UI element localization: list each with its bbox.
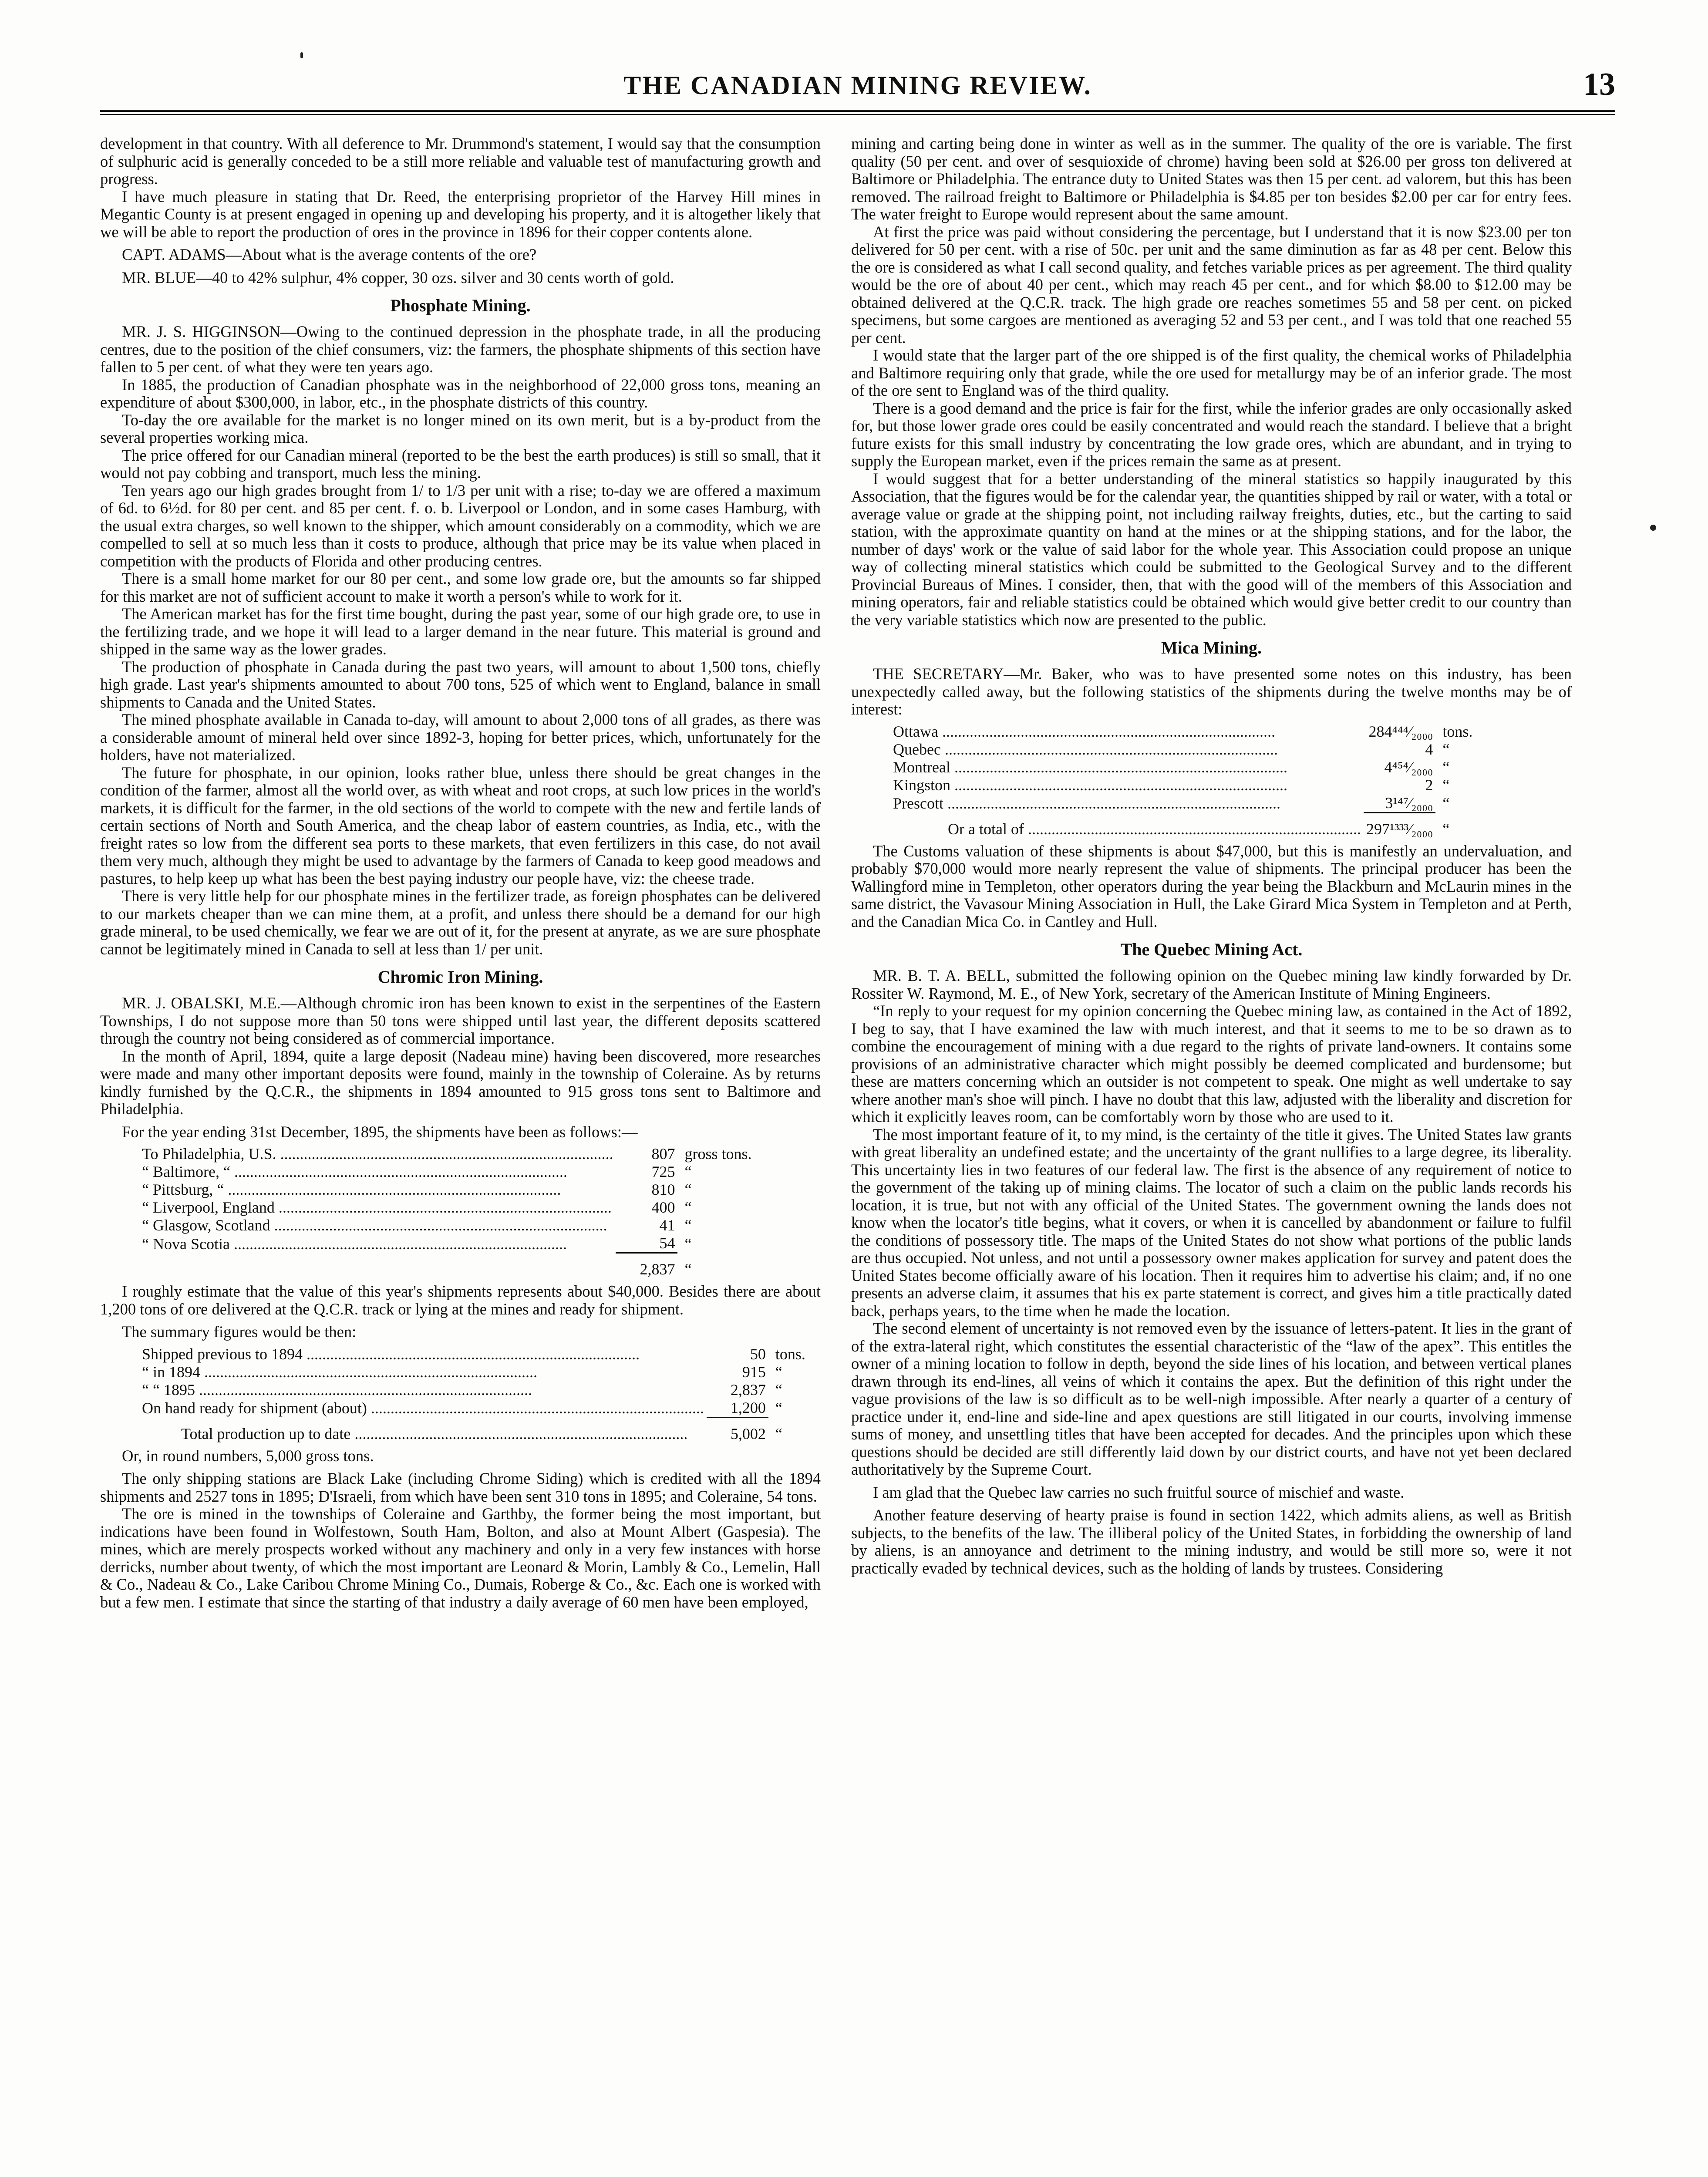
paragraph: The mined phosphate available in Canada to-day, will amount to about 2,000 tons of all grades, as there was a considerable amount of mineral held over since 1892-3, hoping for better prices, which, unfortunately for the holders, have not materialized.	[100, 711, 821, 764]
table-cell-place: To Philadelphia, U.S. .....	[139, 1145, 616, 1163]
paragraph: There is a small home market for our 80 per cent., and some low grade ore, but the amounts so far shipped for this market are not of sufficient account to make it worth a person's while to work for it.	[100, 570, 821, 605]
journal-title: THE CANADIAN MINING REVIEW.	[623, 71, 1092, 100]
paragraph: The summary figures would be then:	[122, 1323, 357, 1341]
paragraph: There is a good demand and the price is fair for the first, while the inferior grades are only occasionally asked for, but those lower grade ores could be easily concentrated and would reach the standard. I believe that a bright future exists for this small industry by concentrating the low grade ores, which are abundant, and in trying to supply the European market, even if the prices remain the same as at present.	[851, 399, 1572, 470]
table-cell-place: “ Nova Scotia .....	[139, 1234, 616, 1253]
paragraph: The second element of uncertainty is not removed even by the issuance of letters-patent. It lies in the grant of of the extra-lateral right, which constitutes the essential characteristic of the “law of the apex”. This entitles the owner of a mining location to follow in depth, beyond the side lines of his location, and between vertical planes drawn through its end-lines, all veins of which it contains the apex. But the definition of this right under the vague provisions of the law is so difficult as to be well-nigh impossible. After nearly a quarter of a century of practice under it, end-line and side-line and apex questions are still litigated in our courts, involving immense sums of money, and unsettling titles that have been accepted for decades. And the principles upon which these questions should be decided are still differently laid down by our district courts, and have not yet been declared authoritatively by the Supreme Court.	[851, 1319, 1572, 1478]
table-cell-value: 3¹⁴⁷⁄₂₀₀₀	[1385, 794, 1433, 812]
table-row	[139, 1199, 755, 1217]
table-cell-label: Shipped previous to 1894 .....	[139, 1345, 707, 1363]
right-column	[851, 135, 1572, 2177]
summary-table	[139, 1345, 808, 1443]
table-cell-label: On hand ready for shipment (about) .....	[139, 1399, 707, 1418]
table-cell-place: Ottawa .....	[890, 723, 1364, 741]
paragraph: The American market has for the first time bought, during the past year, some of our high grade ore, to use in the fertilizing trade, and we hope it will lead to a larger demand in the near future. This material is ground and shipped in the same way as the lower grades.	[100, 605, 821, 658]
table-cell-total: 5,002	[707, 1417, 768, 1443]
left-column	[100, 135, 821, 2177]
table-row	[890, 794, 1475, 813]
header-rule-thin	[100, 114, 1615, 115]
table-cell-unit: “	[684, 1260, 692, 1278]
table-cell-unit: tons.	[775, 1345, 805, 1363]
table-cell-value: 54	[659, 1234, 675, 1252]
table-cell-unit: “	[684, 1217, 692, 1234]
paragraph: MR. J. OBALSKI, M.E.—Although chromic iron has been known to exist in the serpentines of the Eastern Townships, I do not suppose more than 50 tons were shipped until last year, the different deposits scattered through the country not being considered as of commercial importance.	[100, 994, 821, 1047]
table-cell-label: “ “ 1895 .....	[139, 1381, 707, 1399]
mica-shipments-table	[890, 723, 1475, 838]
table-cell-unit: “	[1442, 758, 1450, 776]
paragraph: In 1885, the production of Canadian phosphate was in the neighborhood of 22,000 gross tons, meaning an expenditure of about $300,000, in labor, etc., in the phosphate districts of this country.	[100, 375, 821, 411]
table-cell-value: 50	[750, 1345, 766, 1363]
paragraph: I would state that the larger part of the ore shipped is of the first quality, the chemical works of Philadelphia and Baltimore requiring only that grade, while the ore used for metallurgy may be of an inferior grade. The most of the ore sent to England was of the third quality.	[851, 346, 1572, 399]
table-cell-total: 297¹³³³⁄₂₀₀₀	[1364, 812, 1435, 838]
print-speck	[300, 52, 303, 58]
paragraph: To-day the ore available for the market is no longer mined on its own merit, but is a by-product from the several properties working mica.	[100, 411, 821, 446]
table-cell-place: Prescott .....	[890, 794, 1364, 813]
table-cell-unit: “	[1442, 740, 1450, 758]
paragraph: The Customs valuation of these shipments is about $47,000, but this is manifestly an undervaluation, and probably $70,000 would more nearly represent the value of shipments. The principal producer has been the Wallingford mine in Templeton, other operators during the year being the Blackburn and McLaurin mines in the same district, the Vavasour Mining Association in Hull, the Lake Girard Mica System in Templeton and at Perth, and the Canadian Mica Co. in Cantley and Hull.	[851, 842, 1572, 930]
paragraph: development in that country. With all deference to Mr. Drummond's statement, I would say that the consumption of sulphuric acid is generally conceded to be a still more reliable and valuable test of manufacturing growth and progress.	[100, 135, 821, 188]
table-cell-value: 725	[651, 1163, 675, 1180]
table-cell-value: 2,837	[730, 1381, 766, 1399]
table-row	[139, 1381, 808, 1399]
table-row	[139, 1163, 755, 1181]
table-cell-value: 4⁴⁵⁴⁄₂₀₀₀	[1384, 758, 1433, 776]
paragraph: Another feature deserving of hearty praise is found in section 1422, which admits aliens, as well as British subjects, to the benefits of the law. The illiberal policy of the United States, in forbidding the ownership of land by aliens, is an annoyance and detriment to the mining industry, and would be still more so, were it not practically evaded by technical devices, such as the holding of lands by trustees. Considering	[851, 1506, 1572, 1577]
paragraph: The only shipping stations are Black Lake (including Chrome Siding) which is credited with all the 1894 shipments and 2527 tons in 1895; D'Israeli, from which have been sent 310 tons in 1895; and Coleraine, 54 tons.	[100, 1469, 821, 1505]
table-cell-unit: “	[684, 1235, 692, 1253]
paragraph: In the month of April, 1894, quite a large deposit (Nadeau mine) having been discovered, more researches were made and many other important deposits were found, mainly in the township of Coleraine. As by returns kindly furnished by the Q.C.R., the shipments in 1894 amounted to 915 gross tons sent to Baltimore and Philadelphia.	[100, 1047, 821, 1118]
paragraph: There is very little help for our phosphate mines in the fertilizer trade, as foreign phosphates can be delivered to our markets cheaper than we can mine them, at a profit, and unless there should be a demand for our high grade mineral, to be used chemically, we fear we are out of it, for the present at anyrate, as we are sure phosphate cannot be legitimately mined in Canada to sell at less than 1/ per unit.	[100, 887, 821, 958]
table-cell-total: 2,837	[616, 1253, 677, 1279]
table-row	[890, 741, 1475, 758]
table-row	[890, 723, 1475, 741]
table-cell-label: “ in 1894 .....	[139, 1363, 707, 1381]
paragraph: CAPT. ADAMS—About what is the average contents of the ore?	[122, 246, 537, 263]
table-cell-unit: “	[1442, 776, 1450, 794]
paragraph: MR. J. S. HIGGINSON—Owing to the continued depression in the phosphate trade, in all the producing centres, due to the position of the chief consumers, viz: the farmers, the phosphate shipments of this section have fallen to 5 per cent. of what they were ten years ago.	[100, 323, 821, 376]
table-row	[139, 1234, 755, 1253]
paragraph: MR. B. T. A. BELL, submitted the following opinion on the Quebec mining law kindly forwarded by Dr. Rossiter W. Raymond, M. E., of New York, secretary of the American Institute of Mining Engineers.	[851, 967, 1572, 1002]
paragraph: mining and carting being done in winter as well as in the summer. The quality of the ore is variable. The first quality (50 per cent. and over of sesquioxide of chrome) having been sold at $26.00 per gross ton delivered at Baltimore or Philadelphia. The entrance duty to United States was then 15 per cent. ad valorem, but this has been removed. The railroad freight to Baltimore or Philadelphia is $4.85 per ton besides $2.00 per car for entry fees. The water freight to Europe would represent about the same amount.	[851, 135, 1572, 223]
paragraph: The ore is mined in the townships of Coleraine and Garthby, the former being the most important, but indications have been found in Wolfestown, South Ham, Bolton, and also at Mount Albert (Gaspesia). The mines, which are merely prospects worked without any machinery and only in a very few instances with horse derricks, number about twenty, of which the most important are Leonard & Morin, Lambly & Co., Lemelin, Hall & Co., Nadeau & Co., Lake Caribou Chrome Mining Co., Dumais, Roberge & Co., &c. Each one is worked with but a few men. I estimate that since the starting of that industry a daily average of 60 men have been employed,	[100, 1505, 821, 1611]
shipments-1895-table	[139, 1145, 755, 1278]
paragraph: I am glad that the Quebec law carries no such fruitful source of mischief and waste.	[873, 1483, 1405, 1501]
table-cell-place: Montreal .....	[890, 758, 1364, 776]
table-cell-unit: “	[1442, 795, 1450, 812]
table-cell-value: 1,200	[730, 1399, 766, 1416]
table-cell-label: Or a total of .....	[890, 812, 1364, 838]
table-row	[139, 1399, 808, 1418]
paragraph: Ten years ago our high grades brought from 1/ to 1/3 per unit with a rise; to-day we are offered a maximum of 6d. to 6½d. for 80 per cent. and 85 per cent. f. o. b. Liverpool or London, and in some cases Hamburg, with the usual extra charges, so well known to the shipper, which amount considerably on a commodity, which we are compelled to sell at so much less than it costs to produce, although that price may be its value when placed in competition with the products of Florida and other producing centres.	[100, 481, 821, 570]
table-cell-value: 41	[659, 1217, 675, 1234]
print-speck	[1650, 525, 1656, 531]
table-cell-value: 4	[1425, 740, 1433, 758]
table-cell-value: 807	[651, 1145, 675, 1163]
table-cell-place: “ Glasgow, Scotland .....	[139, 1217, 616, 1234]
table-cell-value: 284⁴⁴⁴⁄₂₀₀₀	[1368, 722, 1433, 740]
table-cell-unit: “	[684, 1181, 692, 1198]
table-cell-value: 400	[651, 1199, 675, 1216]
paragraph: I would suggest that for a better understanding of the mineral statistics so happily inaugurated by this Association, that the figures would be for the calendar year, the quantities shipped by rail or water, with a total or average value or grade at the shipping point, not including railway freights, duties, etc., but the carting to said station, with the approximate quantity on hand at the mines or at the shipping stations, and for the labor, the number of days' work or the value of said labor for the whole year. This Association could propose an unique way of collecting mineral statistics which could be submitted to the Geological Survey and to the different Provincial Bureaus of Mines. I consider, then, that with the good will of the members of this Association and mining operators, fair and reliable statistics could be obtained which would give better credit to our country than the very variable statistics which now are presented to the public.	[851, 469, 1572, 629]
page-header	[100, 61, 1615, 104]
table-cell-unit: “	[775, 1381, 782, 1399]
section-heading-chromic-iron: Chromic Iron Mining.	[377, 967, 543, 987]
table-cell-unit: “	[1442, 820, 1450, 838]
table-cell-value: 810	[651, 1181, 675, 1198]
paragraph: At first the price was paid without considering the percentage, but I understand that it is now $23.00 per ton delivered for 50 per cent. with a rise of 50c. per unit and the same diminution as far as 48 per cent. Below this the ore is considered as what I call second quality, and fetches variable prices as per agreement. The third quality would be the ore of about 40 per cent., which may reach 45 per cent., and for which $8.00 to $12.00 may be obtained delivered at the Q.C.R. track. The high grade ore reaches sometimes 55 and 58 per cent. on picked specimens, but some cargoes are mentioned as averaging 52 and 53 per cent., and I was told that one reached 55 per cent.	[851, 222, 1572, 347]
paragraph: The price offered for our Canadian mineral (reported to be the best the earth produces) is still so small, that it would not pay cobbing and transport, much less the mining.	[100, 446, 821, 482]
paragraph: I have much pleasure in stating that Dr. Reed, the enterprising proprietor of the Harvey Hill mines in Megantic County is at present engaged in opening up and developing his property, and it is altogether likely that we will be able to report the production of ores in the province in 1896 for their copper contents alone.	[100, 187, 821, 241]
table-cell-unit: “	[775, 1425, 782, 1442]
table-cell-unit: “	[775, 1363, 782, 1381]
page-number: 13	[1583, 67, 1615, 102]
table-cell-place: “ Baltimore, “ .....	[139, 1163, 616, 1181]
paragraph: The most important feature of it, to my mind, is the certainty of the title it gives. The United States law grants with great liberality an undefined estate; and the uncertainty of the grant nullifies to a large degree, its liberality. This uncertainty lies in two features of our federal law. The first is the absence of any requirement of notice to the government of the taking up of mining claims. The locator of such a claim on the public lands records his location, it is true, but not with any official of the United States. The government owning the lands does not know when the locator's title begins, what it covers, or when it is cancelled by abandonment or failure to fulfil the conditions of possessory title. The maps of the United States do not show what portions of the public lands are thus occupied. Not unless, and not until a possessory owner makes application for survey and patent does the United States become officially aware of his location. Then it requires him to advertise his claim; and, if no one presents an adverse claim, it assumes that his ex parte statement is correct, and gives him a title practically dated back, perhaps years, to the time when he made the location.	[851, 1125, 1572, 1320]
table-cell-place: Kingston .....	[890, 776, 1364, 794]
table-total-row	[890, 812, 1475, 838]
section-heading-mica: Mica Mining.	[1161, 638, 1262, 657]
table-total-row	[139, 1417, 808, 1443]
table-row	[139, 1363, 808, 1381]
paragraph: I roughly estimate that the value of this year's shipments represents about $40,000. Besides there are about 1,200 tons of ore delivered at the Q.C.R. track or lying at the mines and ready for shipment.	[100, 1282, 821, 1318]
header-rule-thick	[100, 110, 1615, 112]
table-cell-unit: tons.	[1442, 722, 1473, 740]
table-row	[139, 1181, 755, 1199]
table-cell-unit: “	[684, 1199, 692, 1216]
paragraph: The production of phosphate in Canada during the past two years, will amount to about 1,500 tons, chiefly high grade. Last year's shipments amounted to about 700 tons, 525 of which went to England, balance in small shipments to Canada and the United States.	[100, 657, 821, 711]
paragraph: THE SECRETARY—Mr. Baker, who was to have presented some notes on this industry, has been unexpectedly called away, but the following statistics of the shipments during the twelve months may be of interest:	[851, 665, 1572, 718]
section-heading-quebec-mining-act: The Quebec Mining Act.	[1120, 940, 1303, 959]
paragraph: The future for phosphate, in our opinion, looks rather blue, unless there should be great changes in the condition of the farmer, almost all the world over, as with wheat and root crops, at such low prices in the world's markets, it is difficult for the farmer, in the old sections of the world to compete with the new and fertile lands of certain sections of North and South America, and the cheap labor of eastern countries, as India, etc., with the freight rates so low from the different sea ports to these markets, that even fertilizers in this case, do not avail them very much, although they might be used to advantage by the farmers of Canada to keep good meadows and pastures, to help keep up what has been the best paying industry our people have, viz: the cheese trade.	[100, 763, 821, 887]
table-row	[890, 758, 1475, 776]
paragraph: For the year ending 31st December, 1895, the shipments have been as follows:—	[122, 1122, 638, 1141]
table-cell-value: 915	[742, 1363, 766, 1381]
table-row	[139, 1145, 755, 1163]
table-cell-unit: “	[684, 1163, 692, 1180]
table-row	[890, 776, 1475, 794]
paragraph: Or, in round numbers, 5,000 gross tons.	[122, 1446, 374, 1465]
paragraph: MR. BLUE—40 to 42% sulphur, 4% copper, 30 ozs. silver and 30 cents worth of gold.	[122, 268, 674, 286]
section-heading-phosphate: Phosphate Mining.	[390, 296, 531, 315]
table-row	[139, 1345, 808, 1363]
table-row	[139, 1217, 755, 1234]
table-total-row	[139, 1253, 755, 1279]
table-cell-unit: gross tons.	[684, 1145, 752, 1163]
table-cell-place: “ Pittsburg, “ .....	[139, 1181, 616, 1199]
table-cell-place: Quebec .....	[890, 741, 1364, 758]
table-cell-place: “ Liverpool, England .....	[139, 1199, 616, 1217]
paragraph: “In reply to your request for my opinion concerning the Quebec mining law, as contained in the Act of 1892, I beg to say, that I have examined the law with much interest, and that it seems to me to be so drawn as to combine the encouragement of mining with a due regard to the rights of private land-owners. It contains some provisions of an administrative character which might possibly be deemed complicated and burdensome; but these are matters concerning which an outsider is not competent to speak. One might as well undertake to say where another man's shoe will pinch. I have no doubt that this law, adjusted with the liberality and discretion for which it explicitly leaves room, can be comfortably worn by those who are used to it.	[851, 1002, 1572, 1126]
table-cell-value: 2	[1425, 776, 1433, 794]
table-cell-unit: “	[775, 1399, 782, 1417]
table-cell-label: Total production up to date .....	[139, 1417, 707, 1443]
